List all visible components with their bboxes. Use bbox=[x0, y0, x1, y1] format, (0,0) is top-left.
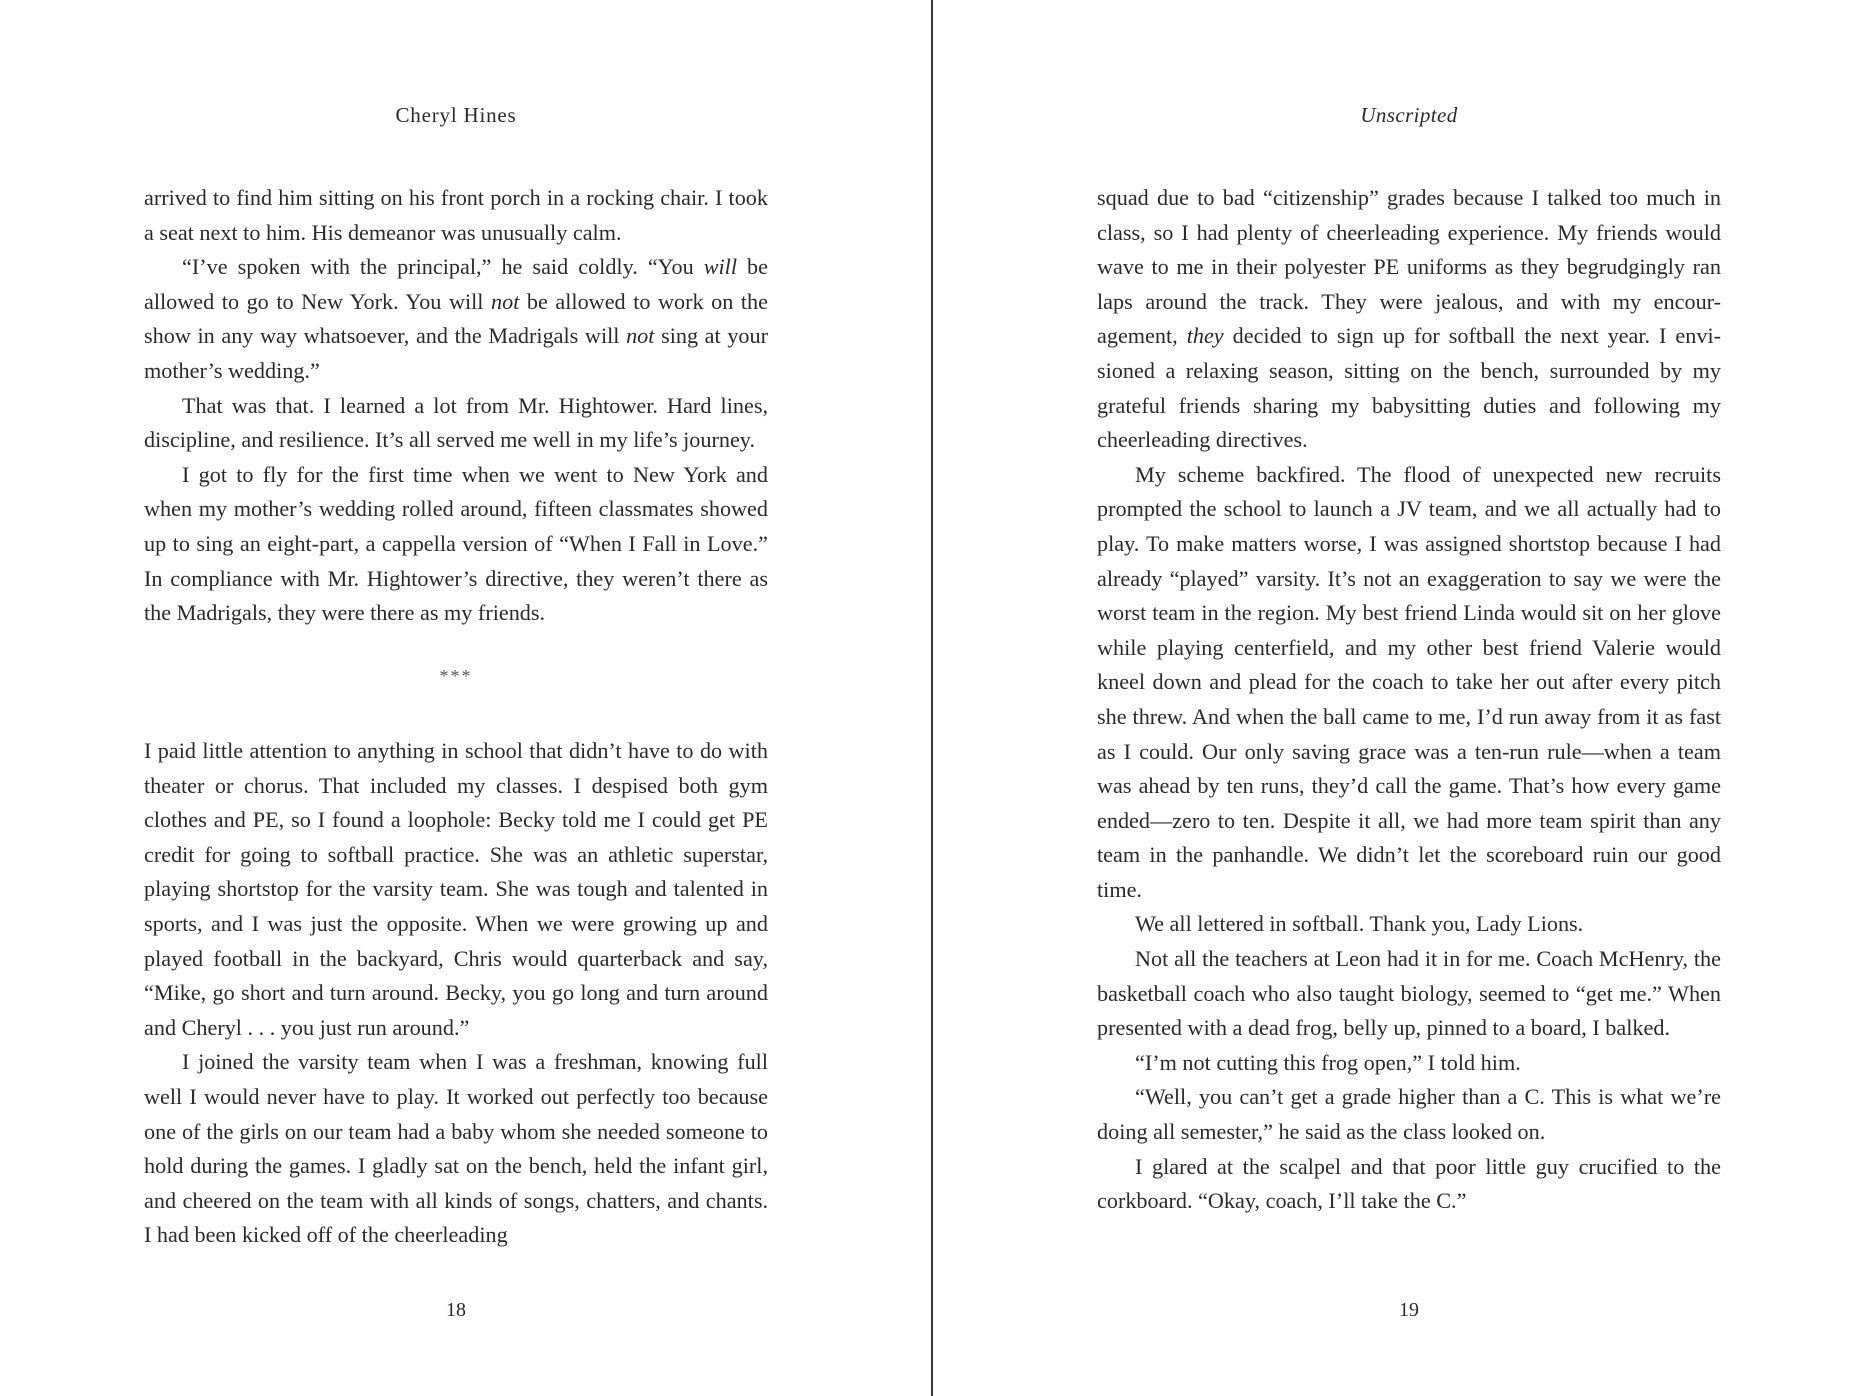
section-break: *** bbox=[439, 666, 473, 686]
paragraph-continuation: arrived to find him sitting on his front porch in a rocking chair. I took a seat next to him. His demeanor was unusually calm. bbox=[144, 185, 768, 245]
paragraph-continuation: squad due to bad “citizenship” grades because I talked too much in class, so I had plenty of cheerleading experience. My friends would wave to me in their polyester PE uniforms as they begrudgingly ran laps around the track. They were jealous, and with my encour-agement, they decided to sign up for softball the next year. I envi-sioned a relaxing season, sitting on the bench, surrounded by my grateful friends sharing my babysitting duties and following my cheerleading directives. bbox=[1097, 185, 1721, 453]
paragraph-principal-quote: “I’ve spoken with the principal,” he said coldly. “You will be allowed to go to New York. You will not be allowed to work on the show in any way whatsoever, and the Madrigals will not sing at your mother’s wedding.” bbox=[144, 254, 769, 383]
paragraph: “Well, you can’t get a grade higher than a C. This is what we’re doing all semester,” he said as the class looked on. bbox=[1097, 1084, 1721, 1145]
paragraph: I joined the varsity team when I was a freshman, knowing full well I would never have to play. It worked out perfectly too because one of the girls on our team had a baby whom she needed someone to hold during the games. I gladly sat on the bench, held the infant girl, and cheered on the team with all kinds of songs, chatters, and chants. I had been kicked off of the cheerleading bbox=[144, 1049, 768, 1248]
paragraph: That was that. I learned a lot from Mr. Hightower. Hard lines, discipline, and resilience. It’s all served me well in my life’s journey. bbox=[144, 392, 768, 453]
emphasis-not: not bbox=[626, 323, 655, 349]
right-page bbox=[933, 0, 1862, 1396]
paragraph: I glared at the scalpel and that poor little guy crucified to the corkboard. “Okay, coach, I’ll take the C.” bbox=[1097, 1153, 1721, 1214]
emphasis-not: not bbox=[491, 288, 520, 314]
paragraph: I got to fly for the first time when we went to New York and when my mother’s wedding rolled around, fifteen classmates showed up to sing an eight-part, a cappella version of “When I Fall in Love.” In compliance with Mr. Hightower’s directive, they weren’t there as the Madrigals, they were there as my friends. bbox=[144, 461, 768, 626]
emphasis-they: they bbox=[1186, 323, 1224, 349]
paragraph: “I’m not cutting this frog open,” I told him. bbox=[1135, 1049, 1521, 1075]
paragraph: We all lettered in softball. Thank you, Lady Lions. bbox=[1135, 911, 1584, 937]
paragraph: Not all the teachers at Leon had it in for me. Coach McHenry, the basketball coach who also taught biology, seemed to “get me.” When presented with a dead frog, belly up, pinned to a board, I balked. bbox=[1097, 946, 1721, 1041]
page-number: 19 bbox=[1399, 1299, 1419, 1321]
page-number: 18 bbox=[446, 1299, 466, 1321]
left-text-block-2 bbox=[144, 734, 768, 1253]
paragraph: My scheme backfired. The flood of unexpected new recruits prompted the school to launch a JV team, and we all actually had to play. To make matters worse, I was assigned shortstop because I had already “played” varsity. It’s not an exaggeration to say we were the worst team in the region. My best friend Linda would sit on her glove while playing centerfield, and my other best friend Valerie would kneel down and plead for the coach to take her out after every pitch she threw. And when the ball came to me, I’d run away from it as fast as I could. Our only saving grace was a ten-run rule—when a team was ahead by ten runs, they’d call the game. That’s how every game ended—zero to ten. Despite it all, we had more team spirit than any team in the panhandle. We didn’t let the scoreboard ruin our good time. bbox=[1097, 461, 1721, 902]
running-head-title: Unscripted bbox=[1360, 103, 1458, 127]
paragraph-section-opening: I paid little attention to anything in school that didn’t have to do with theater or chorus. That included my classes. I despised both gym clothes and PE, so I found a loophole: Becky told me I could get PE credit for going to softball practice. She was an athletic superstar, playing shortstop for the varsity team. She was tough and talented in sports, and I was just the opposite. When we were growing up and played football in the backyard, Chris would quarterback and say, “Mike, go short and turn around. Becky, you go long and turn around and Cheryl . . . you just run around.” bbox=[144, 738, 768, 1040]
emphasis-will: will bbox=[703, 254, 738, 280]
left-text-block-1 bbox=[144, 181, 768, 631]
right-text-block bbox=[1097, 181, 1721, 1219]
running-head-author: Cheryl Hines bbox=[395, 103, 517, 127]
